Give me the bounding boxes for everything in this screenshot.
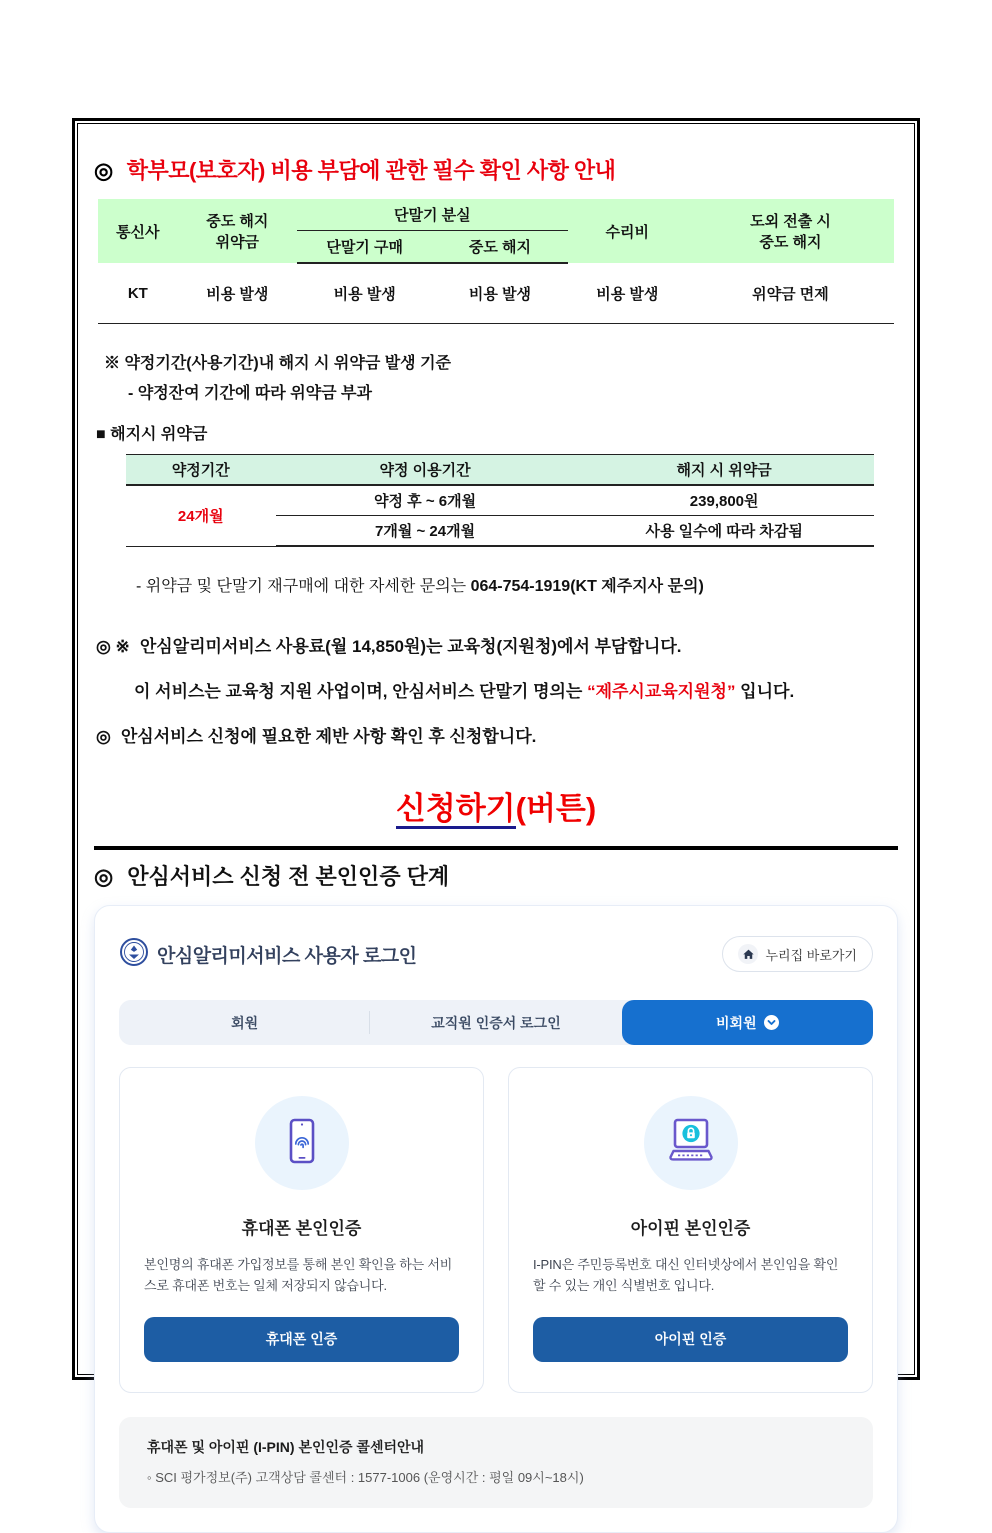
section-divider <box>94 846 898 850</box>
cell-cancel-fee: 사용 일수에 따라 차감됨 <box>575 516 874 547</box>
penalty-criteria-subnote: - 약정잔여 기간에 따라 위약금 부과 <box>128 385 372 402</box>
table-row <box>98 263 894 324</box>
ipin-auth-title: 아이핀 본인인증 <box>630 1219 751 1238</box>
callcenter-contact-line: ◦ SCI 평가정보(주) 고객상담 콜센터 : 1577-1006 (운영시간 : 평일 09시~18시) <box>147 1469 584 1485</box>
apply-info-paragraph: ◎ 안심서비스 신청에 필요한 제반 사항 확인 후 신청합니다. <box>96 727 537 746</box>
login-tabs <box>119 1000 873 1045</box>
fee-info-paragraph: ◎ ※ 안심알리미서비스 사용료(월 14,850원)는 교육청(지원청)에서 부담합니다. <box>96 637 682 656</box>
cell-penalty: 비용 발생 <box>178 263 297 324</box>
auth-method-cards <box>119 1067 873 1393</box>
ipin-auth-card <box>508 1067 873 1393</box>
carrier-cost-table <box>98 199 894 324</box>
col-header-carrier: 통신사 <box>116 223 160 241</box>
col-header-device-loss: 단말기 분실 <box>297 199 568 231</box>
phone-auth-icon-circle <box>255 1096 349 1190</box>
service-logo-icon <box>119 937 149 972</box>
inquiry-note: - 위약금 및 단말기 재구매에 대한 자세한 문의는 064-754-1919(KT 제주지사 문의) <box>136 578 704 595</box>
chevron-down-circle-icon <box>764 1015 779 1030</box>
document-frame-inner <box>77 123 915 1485</box>
cancel-penalty-subtitle: ■ 해지시 위약금 <box>96 426 208 443</box>
login-panel-header <box>119 936 873 972</box>
penalty-criteria-note: ※ 약정기간(사용기간)내 해지 시 위약금 발생 기준 <box>104 355 451 372</box>
phone-fingerprint-icon <box>275 1114 329 1173</box>
phone-auth-card <box>119 1067 484 1393</box>
login-title: 안심알리미서비스 사용자 로그인 <box>157 945 417 967</box>
cell-carrier: KT <box>98 263 178 324</box>
cell-repair: 비용 발생 <box>568 263 687 324</box>
cell-moveout: 위약금 면제 <box>687 263 894 324</box>
apply-line <box>94 783 898 828</box>
col-header-cancel-fee: 해지 시 위약금 <box>575 455 874 486</box>
login-panel <box>94 905 898 1533</box>
tab-nonmember[interactable]: 비회원 <box>622 1000 873 1045</box>
cell-loss-purchase: 비용 발생 <box>297 263 432 324</box>
col-header-device-purchase: 단말기 구매 <box>297 231 432 264</box>
cell-usage-period: 7개월 ~ 24개월 <box>276 516 575 547</box>
ipin-auth-icon-circle <box>644 1096 738 1190</box>
phone-auth-button[interactable]: 휴대폰 인증 <box>144 1317 459 1362</box>
callcenter-title: 휴대폰 및 아이핀 (I-PIN) 본인인증 콜센터안내 <box>147 1438 425 1455</box>
ipin-auth-description: I-PIN은 주민등록번호 대신 인터넷상에서 본인임을 확인할 수 있는 개인 식별번호 입니다. <box>533 1257 839 1294</box>
page-title-text: 학부모(보호자) 비용 부담에 관한 필수 확인 사항 안내 <box>126 158 616 183</box>
auth-section-title: ◎ 안심서비스 신청 전 본인인증 단계 <box>94 864 450 889</box>
tab-staff-certificate-login[interactable]: 교직원 인증서 로그인 <box>431 1014 561 1031</box>
laptop-lock-icon <box>661 1114 721 1173</box>
brand <box>119 937 417 972</box>
inquiry-phone-number: 064-754-1919(KT 제주지사 문의) <box>470 578 704 595</box>
phone-auth-description: 본인명의 휴대폰 가입정보를 통해 본인 확인을 하는 서비스로 휴대폰 번호는 일체 저장되지 않습니다. <box>144 1257 453 1294</box>
cell-usage-period: 약정 후 ~ 6개월 <box>276 485 575 516</box>
cell-loss-cancel: 비용 발생 <box>432 263 567 324</box>
cell-cancel-fee: 239,800원 <box>575 485 874 516</box>
col-header-repair: 수리비 <box>605 223 650 241</box>
service-owner-paragraph: 이 서비스는 교육청 지원 사업이며, 안심서비스 단말기 명의는 “제주시교육지원청” 입니다. <box>134 682 795 701</box>
apply-link-suffix: (버튼) <box>515 791 597 826</box>
document-frame <box>72 118 920 1485</box>
col-header-contract-period: 약정기간 <box>126 455 276 486</box>
office-name-highlight: “제주시교육지원청” <box>587 682 736 701</box>
page-title <box>94 154 898 185</box>
ipin-auth-button[interactable]: 아이핀 인증 <box>533 1317 848 1362</box>
tab-member[interactable]: 회원 <box>119 1000 370 1045</box>
callcenter-info-box <box>119 1417 873 1508</box>
homepage-shortcut-button[interactable] <box>722 936 873 972</box>
col-header-cancel-penalty: 중도 해지 위약금 <box>206 213 269 251</box>
table-row <box>126 485 874 516</box>
cancel-penalty-table <box>126 454 874 547</box>
col-header-usage-period: 약정 이용기간 <box>276 455 575 486</box>
cell-contract-period: 24개월 <box>126 485 276 546</box>
phone-auth-title: 휴대폰 본인인증 <box>241 1219 362 1238</box>
col-header-device-cancel: 중도 해지 <box>432 231 567 264</box>
title-bullet: ◎ <box>94 158 113 183</box>
col-header-moveout: 도외 전출 시 중도 해지 <box>750 213 831 251</box>
homepage-shortcut-label: 누리집 바로가기 <box>765 947 857 963</box>
home-icon <box>738 944 758 964</box>
apply-link[interactable]: 신청하기 <box>396 791 516 829</box>
